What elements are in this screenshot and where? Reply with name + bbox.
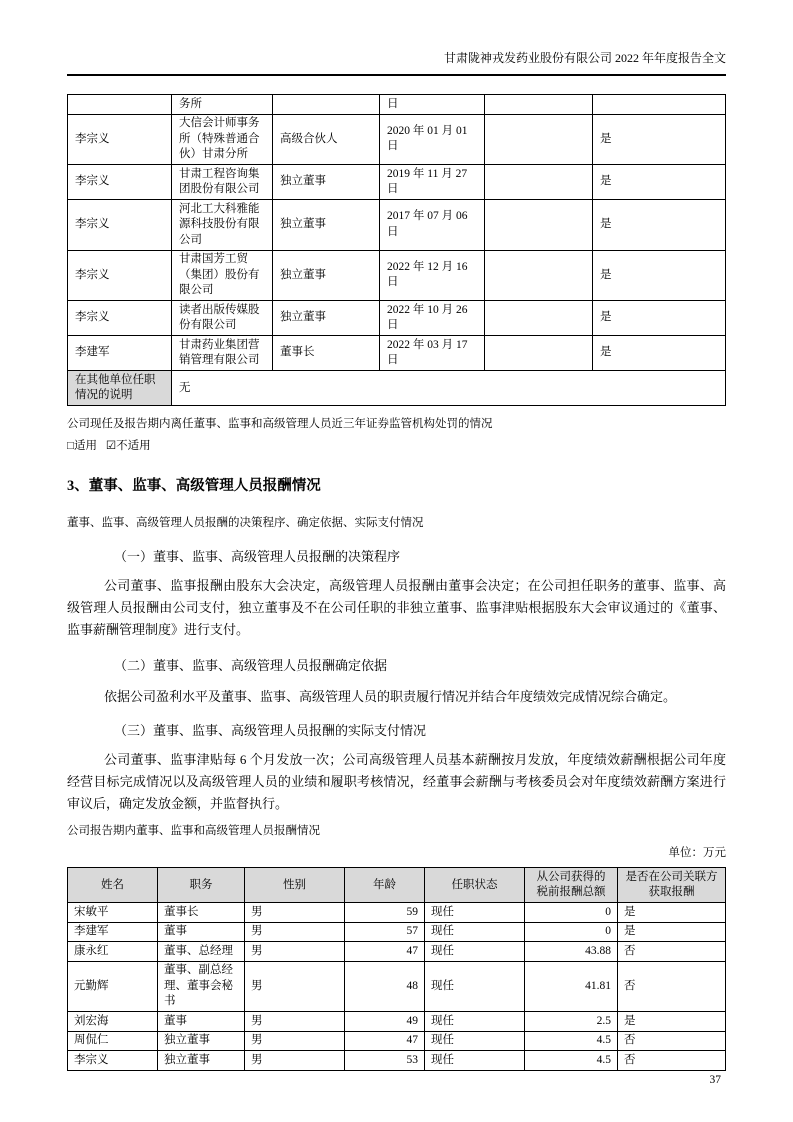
table-cell: 元勤辉 — [68, 961, 158, 1012]
table-cell: 57 — [345, 922, 425, 942]
unit-label: 单位：万元 — [668, 847, 726, 860]
table-cell: 4.5 — [525, 1051, 618, 1071]
note-value-cell: 无 — [172, 371, 726, 406]
column-header: 性别 — [245, 868, 345, 903]
table-cell — [485, 250, 593, 301]
subsection-1-title: （一）董事、监事、高级管理人员报酬的决策程序 — [114, 549, 401, 565]
table-cell: 是 — [593, 200, 726, 251]
remuneration-table — [67, 867, 726, 1071]
table-cell: 独立董事 — [158, 1031, 245, 1051]
table-cell: 董事长 — [273, 336, 380, 371]
table-row — [68, 1051, 726, 1071]
table-row — [68, 942, 726, 962]
table-cell: 董事 — [158, 922, 245, 942]
table-cell: 周侃仁 — [68, 1031, 158, 1051]
table-cell: 男 — [245, 922, 345, 942]
table-cell: 2022 年 10 月 26 日 — [380, 301, 485, 336]
table-cell: 李宗义 — [68, 200, 172, 251]
table-row — [68, 371, 726, 406]
table-row — [68, 165, 726, 200]
table-cell: 否 — [618, 942, 726, 962]
table-cell: 宋敏平 — [68, 903, 158, 923]
table-cell: 康永红 — [68, 942, 158, 962]
table-cell: 男 — [245, 961, 345, 1012]
table-cell: 大信会计师事务所（特殊普通合伙）甘肃分所 — [172, 114, 273, 165]
table-cell: 是 — [593, 165, 726, 200]
table-cell: 2019 年 11 月 27 日 — [380, 165, 485, 200]
table-row — [68, 114, 726, 165]
table-cell: 48 — [345, 961, 425, 1012]
column-header: 是否在公司关联方获取报酬 — [618, 868, 726, 903]
column-header: 任职状态 — [425, 868, 525, 903]
column-header: 从公司获得的税前报酬总额 — [525, 868, 618, 903]
not-applicable-checkbox-label: ☑不适用 — [105, 440, 151, 453]
table-cell: 现任 — [425, 961, 525, 1012]
table-cell — [593, 95, 726, 115]
table-cell: 董事、副总经理、董事会秘书 — [158, 961, 245, 1012]
table-cell: 是 — [618, 1012, 726, 1032]
subsection-1-body: 公司董事、监事报酬由股东大会决定，高级管理人员报酬由董事会决定；在公司担任职务的董事、监事、高级管理人员报酬由公司支付，独立董事及不在公司任职的非独立董事、监事津贴根据股东大会审议通过的《董事、监事薪酬管理制度》进行支付。 — [67, 578, 726, 638]
table-cell: 现任 — [425, 1031, 525, 1051]
table-cell: 独立董事 — [273, 301, 380, 336]
table-cell: 49 — [345, 1012, 425, 1032]
table-cell: 41.81 — [525, 961, 618, 1012]
table-row — [68, 250, 726, 301]
table-row — [68, 336, 726, 371]
table-cell: 否 — [618, 1031, 726, 1051]
table-cell: 男 — [245, 1051, 345, 1071]
table-row — [68, 301, 726, 336]
table-cell: 董事 — [158, 1012, 245, 1032]
outside-positions-body — [68, 95, 726, 371]
table-cell: 务所 — [172, 95, 273, 115]
subsection-3-body: 公司董事、监事津贴每 6 个月发放一次；公司高级管理人员基本薪酬按月发放，年度绩效薪酬根据公司年度经营目标完成情况以及高级管理人员的业绩和履职考核情况，经董事会薪酬与考核委员会对年度绩效薪酬方案进行审议后，确定发放金额，并监督执行。 — [67, 752, 726, 812]
section-heading: 3、董事、监事、高级管理人员报酬情况 — [67, 478, 321, 495]
table-cell: 现任 — [425, 1012, 525, 1032]
table-cell: 59 — [345, 903, 425, 923]
table-cell — [68, 95, 172, 115]
table-row — [68, 922, 726, 942]
table-cell: 是 — [618, 922, 726, 942]
table-cell: 董事长 — [158, 903, 245, 923]
table-cell: 2017 年 07 月 06 日 — [380, 200, 485, 251]
table-cell: 现任 — [425, 903, 525, 923]
table-cell: 是 — [593, 114, 726, 165]
table-cell: 李宗义 — [68, 301, 172, 336]
table-cell: 4.5 — [525, 1031, 618, 1051]
table-cell: 李宗义 — [68, 165, 172, 200]
table-cell: 独立董事 — [158, 1051, 245, 1071]
table-cell: 男 — [245, 942, 345, 962]
table-row — [68, 903, 726, 923]
table-cell: 2020 年 01 月 01 日 — [380, 114, 485, 165]
table-cell: 现任 — [425, 1051, 525, 1071]
table-cell: 否 — [618, 1051, 726, 1071]
table-cell — [485, 95, 593, 115]
column-header: 姓名 — [68, 868, 158, 903]
table-cell: 刘宏海 — [68, 1012, 158, 1032]
remuneration-intro: 董事、监事、高级管理人员报酬的决策程序、确定依据、实际支付情况 — [67, 517, 424, 530]
table-cell: 李宗义 — [68, 1051, 158, 1071]
table-cell: 男 — [245, 903, 345, 923]
table-row — [68, 95, 726, 115]
table-cell: 甘肃工程咨询集团股份有限公司 — [172, 165, 273, 200]
table-cell: 男 — [245, 1031, 345, 1051]
table-cell: 0 — [525, 903, 618, 923]
table-cell — [485, 165, 593, 200]
table-cell: 独立董事 — [273, 200, 380, 251]
table-cell: 否 — [618, 961, 726, 1012]
table-cell: 47 — [345, 1031, 425, 1051]
table-cell: 53 — [345, 1051, 425, 1071]
note-label-cell: 在其他单位任职情况的说明 — [68, 371, 172, 406]
table-cell — [485, 114, 593, 165]
page-header-title: 甘肃陇神戎发药业股份有限公司 2022 年年度报告全文 — [67, 50, 726, 76]
table-cell — [273, 95, 380, 115]
table-cell: 李建军 — [68, 922, 158, 942]
table-cell: 0 — [525, 922, 618, 942]
outside-positions-table — [67, 94, 726, 406]
table-cell — [485, 336, 593, 371]
applicable-checkbox-label: □适用 — [67, 440, 97, 453]
table-cell: 独立董事 — [273, 165, 380, 200]
table-cell — [485, 200, 593, 251]
table-cell: 甘肃药业集团营销管理有限公司 — [172, 336, 273, 371]
table-cell: 独立董事 — [273, 250, 380, 301]
table-cell: 读者出版传媒股份有限公司 — [172, 301, 273, 336]
table-cell: 2022 年 03 月 17 日 — [380, 336, 485, 371]
remuneration-body — [68, 903, 726, 1071]
table-cell: 李宗义 — [68, 250, 172, 301]
table-cell: 2.5 — [525, 1012, 618, 1032]
table-cell: 43.88 — [525, 942, 618, 962]
table-cell: 甘肃国芳工贸（集团）股份有限公司 — [172, 250, 273, 301]
subsection-3-title: （三）董事、监事、高级管理人员报酬的实际支付情况 — [114, 723, 427, 739]
table-cell: 现任 — [425, 922, 525, 942]
table-cell — [485, 301, 593, 336]
table-cell: 2022 年 12 月 16 日 — [380, 250, 485, 301]
subsection-2-title: （二）董事、监事、高级管理人员报酬确定依据 — [114, 658, 388, 674]
table-row — [68, 1031, 726, 1051]
table-row — [68, 961, 726, 1012]
remuneration-table-caption: 公司报告期内董事、监事和高级管理人员报酬情况 — [67, 825, 320, 838]
table-cell: 董事、总经理 — [158, 942, 245, 962]
subsection-2-body: 依据公司盈利水平及董事、监事、高级管理人员的职责履行情况并结合年度绩效完成情况综合确定。 — [104, 689, 677, 705]
table-cell: 李建军 — [68, 336, 172, 371]
column-header: 职务 — [158, 868, 245, 903]
table-cell: 男 — [245, 1012, 345, 1032]
applicability-line — [67, 439, 726, 454]
table-cell: 日 — [380, 95, 485, 115]
table-cell: 是 — [593, 336, 726, 371]
table-cell: 现任 — [425, 942, 525, 962]
page-number: 37 — [709, 1074, 721, 1086]
table-cell: 是 — [593, 250, 726, 301]
table-cell: 是 — [618, 903, 726, 923]
table-header-row — [68, 868, 726, 903]
table-row — [68, 1012, 726, 1032]
table-cell: 高级合伙人 — [273, 114, 380, 165]
column-header: 年龄 — [345, 868, 425, 903]
table-cell: 47 — [345, 942, 425, 962]
table-row — [68, 200, 726, 251]
table-cell: 李宗义 — [68, 114, 172, 165]
table-cell: 河北工大科雅能源科技股份有限公司 — [172, 200, 273, 251]
penalty-status-text: 公司现任及报告期内离任董事、监事和高级管理人员近三年证券监管机构处罚的情况 — [67, 418, 493, 431]
table-cell: 是 — [593, 301, 726, 336]
